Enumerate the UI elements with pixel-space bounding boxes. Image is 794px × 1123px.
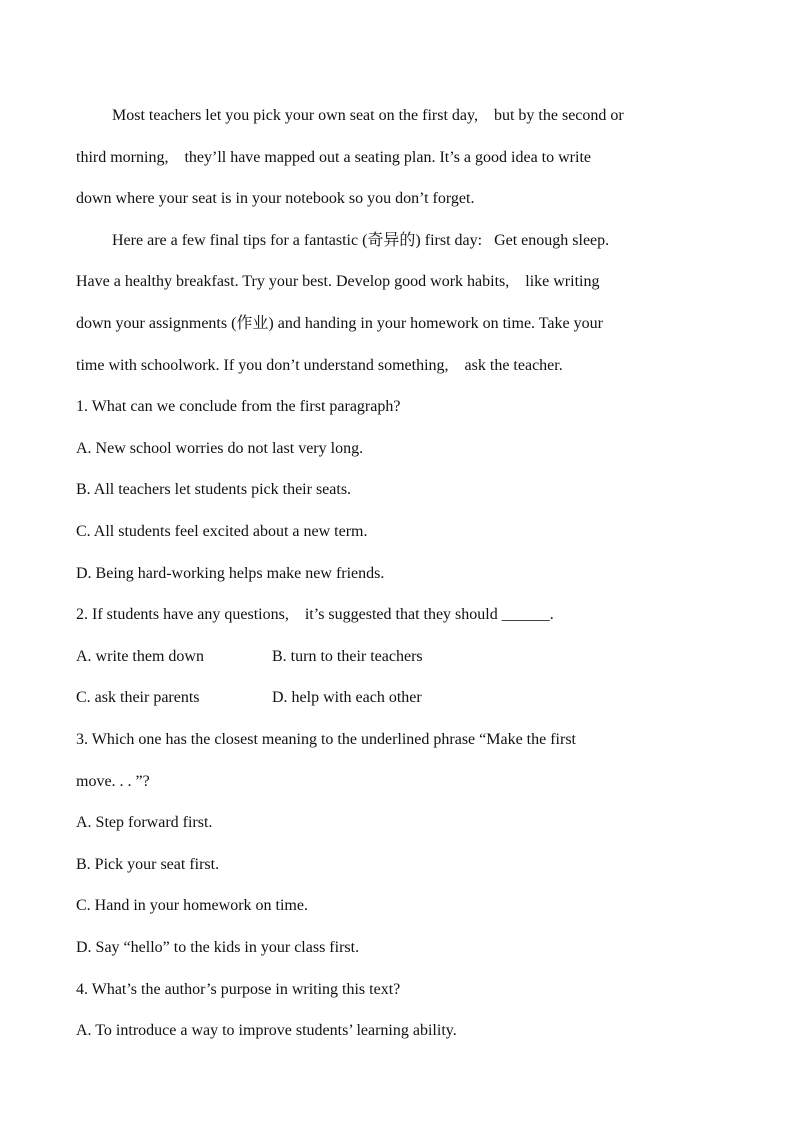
question-2-option-c: C. ask their parents — [76, 689, 200, 706]
question-3-option-c: C. Hand in your homework on time. — [76, 897, 308, 914]
question-3-stem-line-1: 3. Which one has the closest meaning to the underlined phrase “Make the first — [76, 731, 576, 748]
question-3-option-d: D. Say “hello” to the kids in your class first. — [76, 939, 360, 956]
question-1-option-b: B. All teachers let students pick their seats. — [76, 481, 352, 498]
question-1-option-a: A. New school worries do not last very long. — [76, 440, 364, 457]
question-3-stem-line-2: move. . . ”? — [76, 773, 150, 790]
question-2-option-d: D. help with each other — [272, 689, 422, 706]
passage-p1-line-3: down where your seat is in your notebook so you don’t forget. — [76, 190, 475, 207]
question-1-stem: 1. What can we conclude from the first paragraph? — [76, 398, 401, 415]
question-2-option-a: A. write them down — [76, 648, 204, 665]
question-2-option-b: B. turn to their teachers — [272, 648, 423, 665]
passage-p2-line-4: time with schoolwork. If you don’t understand something, ask the teacher. — [76, 357, 563, 374]
passage-p2-line-3: down your assignments (作业) and handing in your homework on time. Take your — [76, 315, 603, 332]
question-1-option-c: C. All students feel excited about a new term. — [76, 523, 368, 540]
question-2-stem: 2. If students have any questions, it’s suggested that they should ______. — [76, 606, 554, 623]
passage-p1-line-2: third morning, they’ll have mapped out a seating plan. It’s a good idea to write — [76, 149, 591, 166]
passage-p1-line-1: Most teachers let you pick your own seat on the first day, but by the second or — [112, 107, 624, 124]
passage-p2-line-1: Here are a few final tips for a fantastic (奇异的) first day: Get enough sleep. — [112, 232, 610, 249]
passage-p2-line-2: Have a healthy breakfast. Try your best. Develop good work habits, like writing — [76, 273, 600, 290]
question-1-option-d: D. Being hard-working helps make new friends. — [76, 565, 385, 582]
question-4-option-a: A. To introduce a way to improve students’ learning ability. — [76, 1022, 457, 1039]
question-4-stem: 4. What’s the author’s purpose in writing this text? — [76, 981, 401, 998]
question-3-option-a: A. Step forward first. — [76, 814, 213, 831]
question-3-option-b: B. Pick your seat first. — [76, 856, 220, 873]
